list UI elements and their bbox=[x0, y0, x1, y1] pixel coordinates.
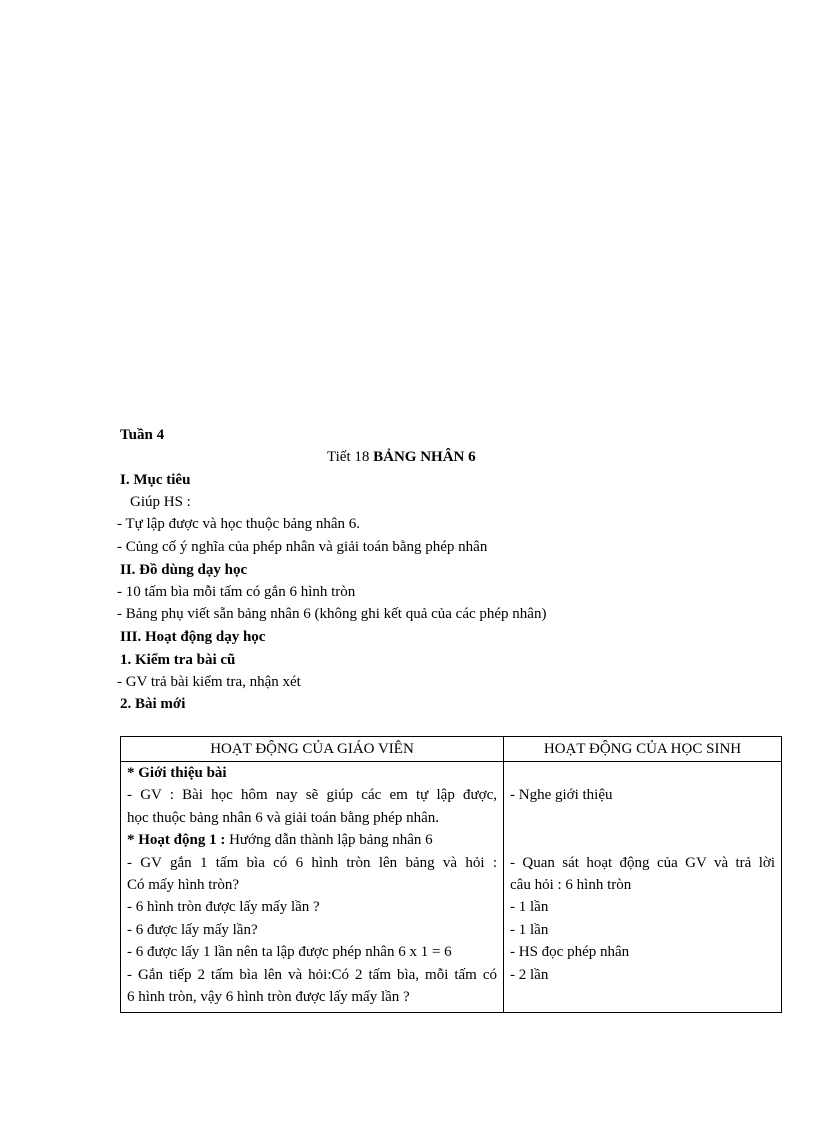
subsection-2-title: 2. Bài mới bbox=[120, 696, 186, 712]
section-1-title: I. Mục tiêu bbox=[120, 472, 191, 488]
student-line: - 1 lần bbox=[510, 921, 549, 938]
table-row bbox=[121, 762, 782, 1013]
lesson-title bbox=[327, 446, 476, 468]
student-line: - 2 lần bbox=[510, 966, 549, 983]
student-line: câu hỏi : 6 hình tròn bbox=[510, 877, 632, 894]
intro-title: * Giới thiệu bài bbox=[127, 765, 227, 781]
teacher-line: - GV : Bài học hôm nay sẽ giúp các em tự lập được, bbox=[127, 787, 497, 804]
subsection-1-title: 1. Kiểm tra bài cũ bbox=[120, 652, 236, 668]
teacher-line: - GV gắn 1 tấm bìa có 6 hình tròn lên bảng và hỏi : bbox=[127, 854, 497, 871]
section-2-item: - 10 tấm bìa mỗi tấm có gắn 6 hình tròn bbox=[117, 584, 356, 600]
lesson-name: BẢNG NHÂN 6 bbox=[373, 449, 476, 465]
lesson-prefix: Tiết 18 bbox=[327, 449, 370, 465]
section-1-intro: Giúp HS : bbox=[130, 494, 191, 510]
header-teacher: HOẠT ĐỘNG CỦA GIÁO VIÊN bbox=[121, 737, 504, 762]
student-line: - HS đọc phép nhân bbox=[510, 944, 630, 961]
week-label: Tuần 4 bbox=[120, 427, 165, 443]
section-2-title: II. Đồ dùng dạy học bbox=[120, 562, 248, 578]
section-2-item: - Bảng phụ viết sẵn bảng nhân 6 (không ghi kết quả của các phép nhân) bbox=[117, 606, 547, 622]
teacher-line: - 6 được lấy 1 lần nên ta lập được phép nhân 6 x 1 = 6 bbox=[127, 944, 452, 961]
subsection-1-item: - GV trả bài kiểm tra, nhận xét bbox=[117, 674, 301, 690]
teacher-cell bbox=[121, 762, 504, 1013]
section-3-title: III. Hoạt động dạy học bbox=[120, 629, 266, 645]
student-line: - Nghe giới thiệu bbox=[510, 787, 613, 804]
teacher-line: Có mấy hình tròn? bbox=[127, 877, 240, 894]
teacher-line: học thuộc bảng nhân 6 và giải toán bằng phép nhân. bbox=[127, 809, 439, 826]
teacher-line: - 6 được lấy mấy lần? bbox=[127, 921, 258, 938]
student-line: - Quan sát hoạt động của GV và trả lời bbox=[510, 854, 775, 871]
activity-table bbox=[120, 736, 782, 1013]
student-cell bbox=[504, 762, 782, 1013]
teacher-line: - Gắn tiếp 2 tấm bìa lên và hỏi:Có 2 tấm bìa, mỗi tấm có bbox=[127, 966, 497, 983]
section-1-item: - Củng cố ý nghĩa của phép nhân và giải toán bằng phép nhân bbox=[117, 539, 488, 555]
activity-1-heading: * Hoạt động 1 : Hướng dẫn thành lập bảng nhân 6 bbox=[127, 832, 433, 849]
teacher-line: 6 hình tròn, vậy 6 hình tròn được lấy mấy lần ? bbox=[127, 989, 410, 1006]
teacher-line: - 6 hình tròn được lấy mấy lần ? bbox=[127, 899, 320, 916]
student-line: - 1 lần bbox=[510, 899, 549, 916]
table-header-row bbox=[121, 737, 782, 762]
section-1-item: - Tự lập được và học thuộc bảng nhân 6. bbox=[117, 516, 361, 532]
header-student: HOẠT ĐỘNG CỦA HỌC SINH bbox=[504, 737, 782, 762]
